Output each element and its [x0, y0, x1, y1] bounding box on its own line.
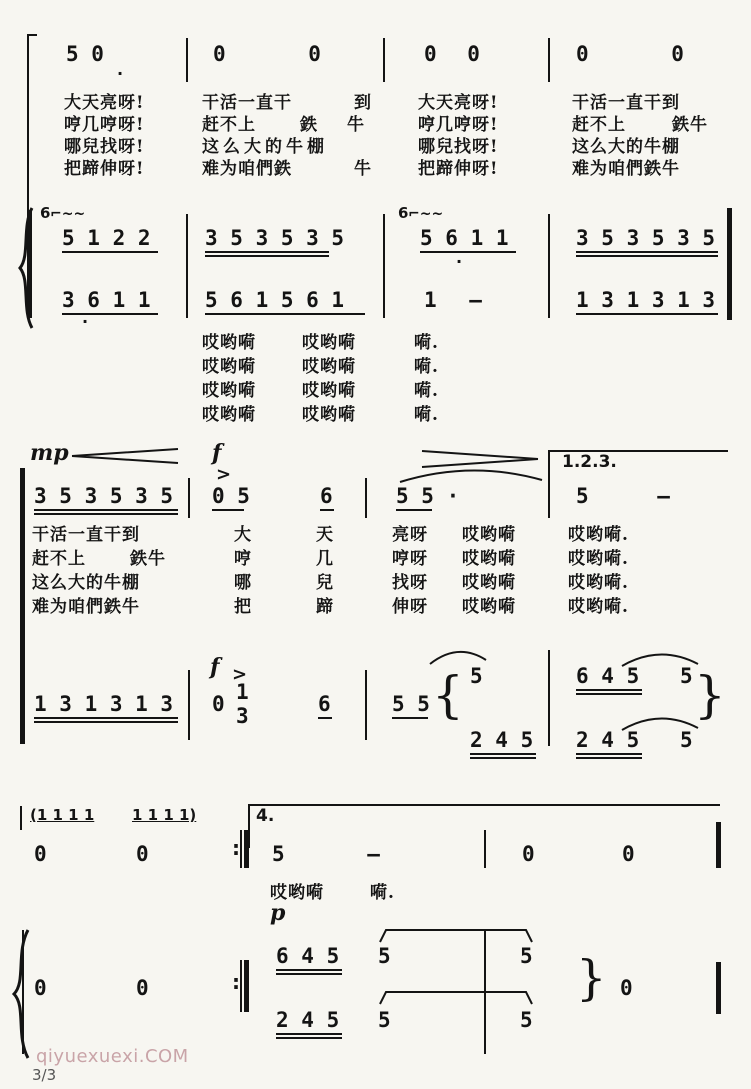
lyric: 哎哟嗬.: [568, 525, 629, 545]
piano-m2-rest: 0: [212, 692, 225, 716]
lyric: 把蹄伸呀!: [418, 159, 499, 179]
beam: [576, 757, 642, 759]
barline-end: [716, 822, 721, 868]
lyric: 哎哟嗬: [302, 405, 356, 425]
barline: [383, 38, 385, 82]
melody-m2b: 6: [320, 484, 333, 508]
chord-brace: }: [694, 666, 726, 724]
melody-m2: 0 5: [212, 484, 250, 508]
vocal-bracket: [27, 34, 29, 210]
lyric: 干活一直干: [202, 93, 292, 113]
barline: [188, 670, 190, 740]
lyric: 到: [354, 93, 372, 113]
bracket-line: [20, 806, 22, 830]
lyric: 哎哟嗬: [462, 549, 516, 569]
lyric: 天: [316, 525, 334, 545]
lyric: 哼呀: [392, 549, 428, 569]
piano-m2b: 6: [318, 692, 331, 716]
tilde-mark: ⌐~~: [50, 206, 86, 222]
lyric: 大天亮呀!: [64, 93, 145, 113]
melody-m4: 5 –: [576, 484, 670, 508]
lyric: 难为咱們鉄牛: [572, 159, 680, 179]
beam: [576, 313, 718, 315]
lyric: 哎哟嗬: [202, 357, 256, 377]
piano-m4-lower: 5: [520, 1008, 533, 1032]
chord-brace: {: [432, 666, 464, 724]
lyric: 哎哟嗬: [270, 883, 324, 903]
dynamic-mp: mp: [30, 440, 69, 466]
piano-m3-lower: 2 4 5: [276, 1008, 340, 1032]
barline: [383, 214, 385, 318]
piano-lower-m3: 1 –: [424, 288, 482, 312]
beam: [392, 717, 428, 719]
beam: [396, 509, 432, 511]
piano-m4-upper: 5: [520, 944, 533, 968]
lyric: 几: [316, 549, 334, 569]
system-bracket: [20, 468, 25, 744]
piano-upper-m3: 5 6 1 1: [420, 226, 509, 250]
lyric: 兒: [316, 573, 334, 593]
piano-m4-rest: 0: [620, 976, 633, 1000]
barline: [244, 960, 249, 1012]
barline: [484, 830, 486, 868]
dynamic-f: f: [212, 440, 222, 466]
lyric: 难为咱們鉄牛: [32, 597, 140, 617]
lyric: 大天亮呀!: [418, 93, 499, 113]
lyric: 哪兒找呀!: [64, 137, 145, 157]
beam: [276, 1037, 342, 1039]
accent-mark: >: [216, 464, 232, 485]
beam: [576, 689, 642, 691]
beam: [34, 513, 178, 515]
beam: [470, 757, 536, 759]
beam: [576, 251, 718, 253]
barline: [365, 670, 367, 740]
piano-brace: [14, 206, 38, 330]
tie: [376, 924, 536, 944]
tie: [376, 986, 536, 1006]
volta-bracket: [248, 804, 720, 806]
lyric: 鉄牛: [672, 115, 708, 135]
lyric: 哎哟嗬.: [568, 549, 629, 569]
melody-m4b: 0: [622, 842, 635, 866]
lyric: 这么大的牛棚: [572, 137, 680, 157]
lyric: 伸呀: [392, 597, 428, 617]
lyric: 哼: [234, 549, 252, 569]
lyric: 嗬.: [414, 405, 439, 425]
lyric: 哎哟嗬: [462, 525, 516, 545]
lyric: 把蹄伸呀!: [64, 159, 145, 179]
lyric: 哎哟嗬: [202, 333, 256, 353]
lyric: 哎哟嗬: [462, 573, 516, 593]
piano-upper-m4: 3 5 3 5 3 5: [576, 226, 716, 250]
piano-m4-lower-end: 5: [680, 728, 693, 752]
piano-m2-upper: 1: [236, 680, 249, 704]
beam: [470, 753, 536, 755]
chord-brace: }: [576, 950, 607, 1006]
tie: [428, 646, 488, 666]
beam: [318, 717, 332, 719]
melody-m3: 5 –: [272, 842, 380, 866]
beam: [576, 693, 642, 695]
piano-m1: 0: [34, 976, 47, 1000]
barline: [240, 830, 242, 868]
lyric: 嗬.: [414, 381, 439, 401]
lyric: 哪: [234, 573, 252, 593]
lyric: 嗬.: [370, 883, 395, 903]
piano-m3-upper-tied: 5: [378, 944, 391, 968]
barline: [186, 214, 188, 318]
lyric: 干活一直干到: [32, 525, 140, 545]
barline: [240, 960, 242, 1012]
grace-note: 6: [398, 204, 409, 222]
lyric: 赶不上: [32, 549, 86, 569]
barline: [548, 214, 550, 318]
lyric: 哎哟嗬: [302, 357, 356, 377]
barline: [365, 478, 367, 518]
lyric: 蹄: [316, 597, 334, 617]
tuplet-mark: 1 1 1 1): [132, 806, 197, 824]
lyric: 难为咱們鉄: [202, 159, 292, 179]
beam: [34, 717, 178, 719]
beam: [212, 509, 244, 511]
volta-label: 4.: [256, 806, 275, 826]
piano-upper-m2: 3 5 3 5 3 5: [205, 226, 345, 250]
dynamic-p: p: [270, 900, 286, 926]
lyric: 亮呀: [392, 525, 428, 545]
bracket-top: [27, 34, 37, 36]
beam: [420, 251, 516, 253]
piano-lower-m1: 3 6 1 1: [62, 288, 151, 312]
lyric: 哎哟嗬: [202, 381, 256, 401]
piano-m3-lower-tied: 5: [378, 1008, 391, 1032]
lyric: 找呀: [392, 573, 428, 593]
beam: [276, 969, 342, 971]
lyric: 干活一直干到: [572, 93, 680, 113]
piano-m4-lower: 2 4 5: [576, 728, 640, 752]
lyric: 哪兒找呀!: [418, 137, 499, 157]
melody-m3: 5 5 ·: [396, 484, 460, 508]
repeat-sign: :: [232, 970, 240, 994]
beam: [320, 509, 334, 511]
tilde-mark: ⌐~~: [408, 206, 444, 222]
beam: [34, 721, 178, 723]
page-number: 3/3: [32, 1066, 57, 1084]
beam: [205, 251, 329, 253]
lyric: 哼几哼呀!: [64, 115, 145, 135]
piano-m3: 5 5: [392, 692, 430, 716]
lyric: 哎哟嗬: [302, 381, 356, 401]
lyric: 嗬.: [414, 357, 439, 377]
lyric: 哎哟嗬.: [568, 597, 629, 617]
lyric: 鉄牛: [300, 115, 394, 135]
crescendo-hairpin: [70, 446, 180, 466]
volta-label: 1.2.3.: [562, 452, 617, 472]
lyric: 赶不上: [202, 115, 256, 135]
lyric: 把: [234, 597, 252, 617]
piano-upper-m1: 5 1 2 2: [62, 226, 151, 250]
lyric: 哎哟嗬.: [568, 573, 629, 593]
beam: [276, 1033, 342, 1035]
piano-lower-m2: 5 6 1 5 6 1: [205, 288, 345, 312]
lyric: 哎哟嗬: [462, 597, 516, 617]
lyric: 哎哟嗬: [202, 405, 256, 425]
slur: [396, 466, 546, 486]
piano-lower-m4: 1 3 1 3 1 3: [576, 288, 716, 312]
lyric: 这么大的牛棚: [32, 573, 140, 593]
melody-m2: 0: [136, 842, 149, 866]
piano-m1: 1 3 1 3 1 3: [34, 692, 174, 716]
piano-m3-upper: 6 4 5: [276, 944, 340, 968]
lyric: 哼几哼呀!: [418, 115, 499, 135]
melody-m1: 0: [34, 842, 47, 866]
barline: [484, 930, 486, 1054]
lyric: 这么大的牛棚: [202, 137, 328, 157]
barline: [548, 38, 550, 82]
lyric: 赶不上: [572, 115, 626, 135]
piano-system-line: [27, 210, 32, 318]
melody-m4a: 0: [522, 842, 535, 866]
beam: [34, 509, 178, 511]
repeat-sign: :: [232, 836, 240, 860]
barline: [548, 650, 550, 746]
lyric: 嗬.: [414, 333, 439, 353]
tie: [620, 648, 700, 668]
beam: [276, 973, 342, 975]
dynamic-f: f: [210, 654, 220, 680]
beam: [576, 255, 718, 257]
melody-m1: 3 5 3 5 3 5: [34, 484, 174, 508]
tuplet-mark: (1 1 1 1: [30, 806, 95, 824]
piano-system-line: [22, 930, 24, 1054]
beam: [62, 251, 158, 253]
lyric: 鉄牛: [130, 549, 166, 569]
melody-m3: 0 0: [424, 42, 480, 66]
piano-m3-lower: 2 4 5: [470, 728, 534, 752]
piano-brace: [10, 928, 32, 1060]
piano-m4-upper-end: 5: [680, 664, 693, 688]
lyric: 哎哟嗬: [302, 333, 356, 353]
accent-mark: >: [232, 664, 248, 685]
melody-m1: 5 0: [66, 42, 104, 66]
beam: [576, 753, 642, 755]
melody-m2: 0 0: [213, 42, 321, 66]
grace-note: 6: [40, 204, 51, 222]
piano-m2-lower: 3: [236, 704, 249, 728]
barline: [186, 38, 188, 82]
barline-end: [727, 208, 732, 320]
watermark: qiyuexuexi.COM: [36, 1046, 189, 1067]
melody-m4: 0 0: [576, 42, 684, 66]
barline: [244, 830, 249, 868]
lyric: 牛: [354, 159, 372, 179]
barline: [188, 478, 190, 518]
barline: [548, 478, 550, 518]
piano-m3-upper: 5: [470, 664, 483, 688]
lyric: 大: [234, 525, 252, 545]
beam: [205, 255, 329, 257]
piano-m4-upper: 6 4 5: [576, 664, 640, 688]
beam: [62, 313, 158, 315]
tie: [620, 712, 700, 732]
beam: [205, 313, 365, 315]
barline-end: [716, 962, 721, 1014]
piano-m2: 0: [136, 976, 149, 1000]
